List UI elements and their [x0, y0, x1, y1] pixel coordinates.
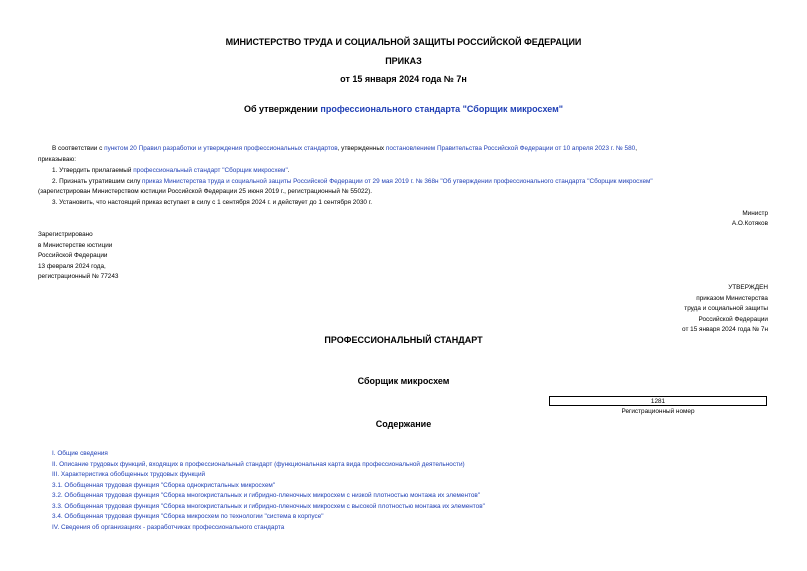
text: 1. Утвердить прилагаемый [52, 167, 134, 174]
paragraph-basis [52, 144, 637, 153]
text: В соответствии с [52, 145, 105, 152]
paragraph-item-2-cont: (зарегистрирован Министерством юстиции Российской Федерации 25 июня 2019 г., регистрационный № 55022). [38, 188, 373, 195]
toc-title: Содержание [375, 419, 432, 429]
toc-item-general[interactable]: I. Общие сведения [52, 450, 108, 457]
paragraph-item-2 [52, 177, 768, 186]
registration-line: 13 февраля 2024 года, [38, 263, 106, 270]
approved-line: от 15 января 2024 года № 7н [682, 326, 768, 333]
old-order-link[interactable]: приказ Министерства труда и социальной защиты Российской Федерации от 29 мая 2019 г. № 368н "Об утверждении профессионального стандарта "Сборщик микросхем" [142, 178, 653, 185]
toc-item-3-2[interactable]: 3.2. Обобщенная трудовая функция "Сборка многокристальных и гибридно-пленочных микросхем с низкой плотностью монтажа их элементов" [52, 492, 481, 499]
signature-name: А.О.Котяков [731, 220, 768, 227]
subject-link[interactable]: профессионального стандарта "Сборщик микросхем" [320, 104, 564, 114]
decree-link[interactable]: постановлением Правительства Российской Федерации от 10 апреля 2023 г. № 580 [385, 145, 636, 152]
registration-number-caption: Регистрационный номер [621, 408, 695, 415]
paragraph-item-3: 3. Установить, что настоящий приказ вступает в силу с 1 сентября 2024 г. и действует до 1 сентября 2030 г. [52, 199, 373, 206]
toc-item-3-3[interactable]: 3.3. Обобщенная трудовая функция "Сборка многокристальных и гибридно-пленочных микросхем с высокой плотностью монтажа их элементов" [52, 503, 485, 510]
standard-name: Сборщик микросхем [357, 376, 450, 386]
text: 2. Признать утратившим силу [52, 178, 143, 185]
registration-line: Российской Федерации [38, 252, 108, 259]
ministry-title: МИНИСТЕРСТВО ТРУДА И СОЦИАЛЬНОЙ ЗАЩИТЫ РОССИЙСКОЙ ФЕДЕРАЦИИ [225, 37, 582, 47]
text: , [635, 145, 637, 152]
paragraph-item-1 [52, 166, 290, 175]
text: . [287, 167, 290, 174]
toc-item-characteristics[interactable]: III. Характеристика обобщенных трудовых функций [52, 471, 206, 478]
document-date-number: от 15 января 2024 года № 7н [340, 74, 467, 84]
toc-item-functions[interactable]: II. Описание трудовых функций, входящих в профессиональный стандарт (функциональная карта вида профессиональной деятельности) [52, 461, 465, 468]
document-type: ПРИКАЗ [385, 56, 422, 66]
text: , утвержденных [337, 145, 386, 152]
approved-line: Российской Федерации [698, 316, 768, 323]
paragraph-order: приказываю: [38, 156, 76, 163]
signature-title: Министр [742, 210, 768, 217]
toc-item-3-1[interactable]: 3.1. Обобщенная трудовая функция "Сборка однокристальных микросхем" [52, 482, 276, 489]
registration-number-box: 1281 [549, 396, 767, 406]
standard-title: ПРОФЕССИОНАЛЬНЫЙ СТАНДАРТ [324, 335, 483, 345]
subject-prefix: Об утверждении [243, 104, 321, 114]
document-subject [0, 104, 807, 114]
toc-item-3-4[interactable]: 3.4. Обобщенная трудовая функция "Сборка микросхем по технологии "система в корпусе" [52, 513, 324, 520]
standard-link[interactable]: профессиональный стандарт "Сборщик микросхем" [133, 167, 288, 174]
approved-line: приказом Министерства [696, 295, 768, 302]
approved-line: УТВЕРЖДЕН [728, 284, 768, 291]
registration-line: в Министерстве юстиции [38, 242, 113, 249]
registration-line: регистрационный № 77243 [38, 273, 119, 280]
rules-link[interactable]: пунктом 20 Правил разработки и утверждения профессиональных стандартов [104, 145, 338, 152]
toc-item-developers[interactable]: IV. Сведения об организациях - разработчиках профессионального стандарта [52, 524, 285, 531]
registration-line: Зарегистрировано [38, 231, 93, 238]
approved-line: труда и социальной защиты [684, 305, 768, 312]
